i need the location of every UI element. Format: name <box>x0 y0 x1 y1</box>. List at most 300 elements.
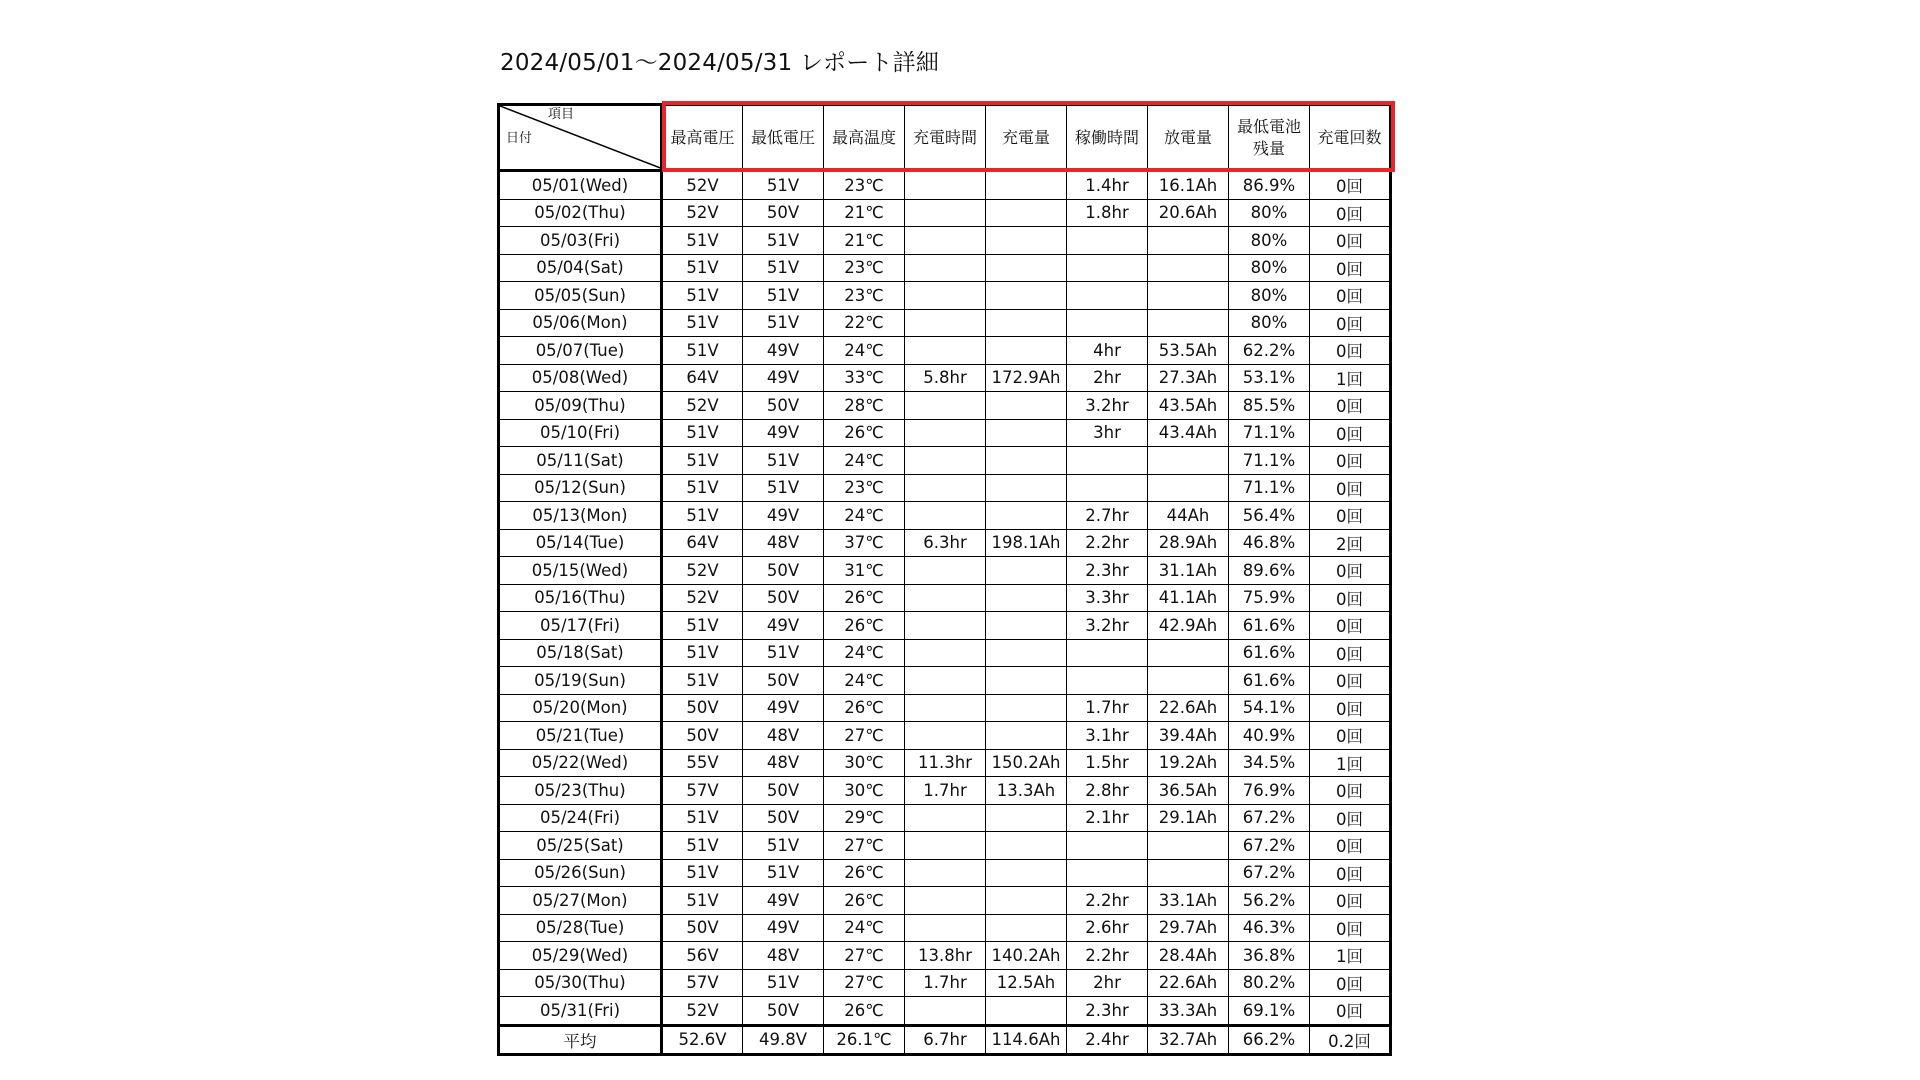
charge-count-cell: 0回 <box>1310 832 1391 860</box>
table-row <box>499 227 1391 255</box>
charge-time-cell: 1.7hr <box>905 777 986 805</box>
charge-amount-cell <box>986 584 1067 612</box>
operating-time-cell: 2.2hr <box>1067 942 1148 970</box>
charge-amount-cell <box>986 502 1067 530</box>
charge-time-cell <box>905 694 986 722</box>
max-voltage-cell: 51V <box>662 419 743 447</box>
charge-amount-cell <box>986 997 1067 1026</box>
discharge-amount-cell: 20.6Ah <box>1148 199 1229 227</box>
charge-time-cell <box>905 859 986 887</box>
min-voltage-cell: 48V <box>743 722 824 750</box>
table-row <box>499 777 1391 805</box>
operating-time-cell: 2.6hr <box>1067 914 1148 942</box>
charge-amount-cell <box>986 392 1067 420</box>
charge-count-cell: 0回 <box>1310 254 1391 282</box>
min-voltage-cell: 51V <box>743 639 824 667</box>
date-cell: 05/11(Sat) <box>499 447 662 475</box>
charge-amount-cell <box>986 337 1067 365</box>
charge-count-cell: 0回 <box>1310 639 1391 667</box>
charge-time-cell: 1.7hr <box>905 969 986 997</box>
min-voltage-cell: 51V <box>743 227 824 255</box>
max-temp-cell: 24℃ <box>824 639 905 667</box>
max-temp-cell: 27℃ <box>824 969 905 997</box>
header-charge-count: 充電回数 <box>1310 105 1391 171</box>
max-temp-cell: 24℃ <box>824 447 905 475</box>
min-battery-cell: 85.5% <box>1229 392 1310 420</box>
discharge-amount-cell: 19.2Ah <box>1148 749 1229 777</box>
charge-time-cell <box>905 639 986 667</box>
date-cell: 05/27(Mon) <box>499 887 662 915</box>
min-voltage-cell: 48V <box>743 529 824 557</box>
discharge-amount-cell <box>1148 227 1229 255</box>
date-cell: 05/17(Fri) <box>499 612 662 640</box>
max-voltage-cell: 64V <box>662 364 743 392</box>
discharge-amount-cell <box>1148 282 1229 310</box>
discharge-amount-cell: 33.1Ah <box>1148 887 1229 915</box>
discharge-amount-cell: 22.6Ah <box>1148 694 1229 722</box>
min-battery-cell: 71.1% <box>1229 419 1310 447</box>
min-voltage-cell: 51V <box>743 254 824 282</box>
charge-time-cell <box>905 474 986 502</box>
average-cell: 26.1℃ <box>824 1025 905 1054</box>
min-battery-cell: 54.1% <box>1229 694 1310 722</box>
average-cell: 52.6V <box>662 1025 743 1054</box>
min-voltage-cell: 49V <box>743 887 824 915</box>
date-cell: 05/02(Thu) <box>499 199 662 227</box>
charge-amount-cell <box>986 199 1067 227</box>
operating-time-cell: 1.8hr <box>1067 199 1148 227</box>
charge-amount-cell <box>986 612 1067 640</box>
charge-time-cell: 11.3hr <box>905 749 986 777</box>
date-cell: 05/09(Thu) <box>499 392 662 420</box>
charge-count-cell: 0回 <box>1310 859 1391 887</box>
operating-time-cell <box>1067 309 1148 337</box>
charge-count-cell: 0回 <box>1310 392 1391 420</box>
date-cell: 05/14(Tue) <box>499 529 662 557</box>
max-voltage-cell: 55V <box>662 749 743 777</box>
min-battery-cell: 36.8% <box>1229 942 1310 970</box>
charge-time-cell <box>905 667 986 695</box>
max-temp-cell: 26℃ <box>824 997 905 1026</box>
discharge-amount-cell: 43.4Ah <box>1148 419 1229 447</box>
charge-amount-cell <box>986 667 1067 695</box>
max-temp-cell: 26℃ <box>824 419 905 447</box>
charge-count-cell: 0回 <box>1310 557 1391 585</box>
charge-count-cell: 0回 <box>1310 419 1391 447</box>
discharge-amount-cell: 43.5Ah <box>1148 392 1229 420</box>
date-cell: 05/23(Thu) <box>499 777 662 805</box>
corner-item-label: 項目 <box>548 107 575 122</box>
table-row <box>499 832 1391 860</box>
charge-count-cell: 0回 <box>1310 804 1391 832</box>
charge-count-cell: 0回 <box>1310 694 1391 722</box>
min-battery-cell: 80% <box>1229 227 1310 255</box>
average-cell: 32.7Ah <box>1148 1025 1229 1054</box>
date-cell: 05/28(Tue) <box>499 914 662 942</box>
max-voltage-cell: 51V <box>662 447 743 475</box>
charge-time-cell <box>905 337 986 365</box>
charge-count-cell: 1回 <box>1310 749 1391 777</box>
table-row <box>499 309 1391 337</box>
max-voltage-cell: 51V <box>662 502 743 530</box>
min-battery-cell: 80% <box>1229 309 1310 337</box>
discharge-amount-cell <box>1148 832 1229 860</box>
charge-count-cell: 0回 <box>1310 337 1391 365</box>
min-battery-cell: 80% <box>1229 282 1310 310</box>
max-temp-cell: 30℃ <box>824 749 905 777</box>
operating-time-cell <box>1067 254 1148 282</box>
min-battery-cell: 46.3% <box>1229 914 1310 942</box>
max-voltage-cell: 52V <box>662 199 743 227</box>
charge-count-cell: 0回 <box>1310 777 1391 805</box>
charge-amount-cell <box>986 914 1067 942</box>
date-cell: 05/18(Sat) <box>499 639 662 667</box>
min-battery-cell: 53.1% <box>1229 364 1310 392</box>
operating-time-cell <box>1067 282 1148 310</box>
max-voltage-cell: 52V <box>662 557 743 585</box>
max-voltage-cell: 56V <box>662 942 743 970</box>
operating-time-cell <box>1067 667 1148 695</box>
charge-time-cell <box>905 502 986 530</box>
max-temp-cell: 37℃ <box>824 529 905 557</box>
average-row <box>499 1025 1391 1054</box>
max-temp-cell: 23℃ <box>824 254 905 282</box>
discharge-amount-cell <box>1148 254 1229 282</box>
operating-time-cell <box>1067 447 1148 475</box>
discharge-amount-cell: 31.1Ah <box>1148 557 1229 585</box>
header-row <box>499 105 1391 171</box>
min-voltage-cell: 49V <box>743 419 824 447</box>
min-voltage-cell: 50V <box>743 557 824 585</box>
charge-amount-cell <box>986 309 1067 337</box>
date-cell: 05/07(Tue) <box>499 337 662 365</box>
min-battery-cell: 61.6% <box>1229 667 1310 695</box>
charge-time-cell <box>905 254 986 282</box>
min-voltage-cell: 51V <box>743 832 824 860</box>
operating-time-cell: 2.2hr <box>1067 529 1148 557</box>
date-cell: 05/12(Sun) <box>499 474 662 502</box>
date-cell: 05/30(Thu) <box>499 969 662 997</box>
charge-count-cell: 0回 <box>1310 969 1391 997</box>
discharge-amount-cell: 27.3Ah <box>1148 364 1229 392</box>
charge-time-cell <box>905 447 986 475</box>
table-row <box>499 199 1391 227</box>
min-battery-cell: 69.1% <box>1229 997 1310 1026</box>
date-cell: 05/20(Mon) <box>499 694 662 722</box>
discharge-amount-cell: 41.1Ah <box>1148 584 1229 612</box>
operating-time-cell: 2.7hr <box>1067 502 1148 530</box>
max-temp-cell: 27℃ <box>824 832 905 860</box>
max-temp-cell: 26℃ <box>824 887 905 915</box>
min-voltage-cell: 50V <box>743 584 824 612</box>
table-row <box>499 254 1391 282</box>
charge-count-cell: 0回 <box>1310 997 1391 1026</box>
operating-time-cell: 4hr <box>1067 337 1148 365</box>
charge-time-cell <box>905 722 986 750</box>
max-temp-cell: 26℃ <box>824 584 905 612</box>
max-temp-cell: 26℃ <box>824 859 905 887</box>
table-footer <box>499 1025 1391 1054</box>
min-voltage-cell: 50V <box>743 667 824 695</box>
min-voltage-cell: 48V <box>743 749 824 777</box>
min-voltage-cell: 49V <box>743 612 824 640</box>
min-battery-cell: 86.9% <box>1229 171 1310 200</box>
operating-time-cell: 2.8hr <box>1067 777 1148 805</box>
table-row <box>499 887 1391 915</box>
date-cell: 05/06(Mon) <box>499 309 662 337</box>
operating-time-cell: 1.4hr <box>1067 171 1148 200</box>
discharge-amount-cell: 16.1Ah <box>1148 171 1229 200</box>
min-battery-cell: 67.2% <box>1229 804 1310 832</box>
min-battery-cell: 80% <box>1229 254 1310 282</box>
max-voltage-cell: 50V <box>662 694 743 722</box>
min-battery-cell: 46.8% <box>1229 529 1310 557</box>
max-voltage-cell: 51V <box>662 887 743 915</box>
date-cell: 05/25(Sat) <box>499 832 662 860</box>
date-cell: 05/08(Wed) <box>499 364 662 392</box>
table-row <box>499 282 1391 310</box>
charge-count-cell: 0回 <box>1310 309 1391 337</box>
table-row <box>499 914 1391 942</box>
max-temp-cell: 26℃ <box>824 694 905 722</box>
date-cell: 05/31(Fri) <box>499 997 662 1026</box>
operating-time-cell: 1.5hr <box>1067 749 1148 777</box>
operating-time-cell: 3hr <box>1067 419 1148 447</box>
date-cell: 05/03(Fri) <box>499 227 662 255</box>
min-voltage-cell: 50V <box>743 804 824 832</box>
charge-amount-cell <box>986 474 1067 502</box>
max-voltage-cell: 51V <box>662 859 743 887</box>
max-temp-cell: 33℃ <box>824 364 905 392</box>
charge-count-cell: 1回 <box>1310 364 1391 392</box>
max-temp-cell: 21℃ <box>824 199 905 227</box>
table-row <box>499 612 1391 640</box>
max-voltage-cell: 51V <box>662 667 743 695</box>
table-body <box>499 171 1391 1026</box>
header-charge-time: 充電時間 <box>905 105 986 171</box>
charge-amount-cell <box>986 639 1067 667</box>
report-table <box>497 103 1392 1056</box>
report-title: 2024/05/01～2024/05/31 レポート詳細 <box>500 50 940 76</box>
table-row <box>499 392 1391 420</box>
charge-amount-cell <box>986 171 1067 200</box>
charge-count-cell: 0回 <box>1310 474 1391 502</box>
charge-amount-cell <box>986 832 1067 860</box>
max-voltage-cell: 51V <box>662 612 743 640</box>
min-battery-cell: 62.2% <box>1229 337 1310 365</box>
max-voltage-cell: 51V <box>662 309 743 337</box>
charge-amount-cell: 12.5Ah <box>986 969 1067 997</box>
min-voltage-cell: 50V <box>743 392 824 420</box>
header-operating-time: 稼働時間 <box>1067 105 1148 171</box>
max-voltage-cell: 51V <box>662 832 743 860</box>
table-row <box>499 639 1391 667</box>
table-row <box>499 584 1391 612</box>
discharge-amount-cell: 33.3Ah <box>1148 997 1229 1026</box>
charge-amount-cell <box>986 887 1067 915</box>
operating-time-cell: 2.2hr <box>1067 887 1148 915</box>
min-battery-cell: 89.6% <box>1229 557 1310 585</box>
table-row <box>499 942 1391 970</box>
charge-count-cell: 0回 <box>1310 282 1391 310</box>
max-temp-cell: 30℃ <box>824 777 905 805</box>
max-temp-cell: 27℃ <box>824 942 905 970</box>
operating-time-cell <box>1067 859 1148 887</box>
charge-time-cell <box>905 832 986 860</box>
charge-amount-cell: 150.2Ah <box>986 749 1067 777</box>
header-charge-amount: 充電量 <box>986 105 1067 171</box>
operating-time-cell: 2hr <box>1067 364 1148 392</box>
min-voltage-cell: 51V <box>743 859 824 887</box>
charge-time-cell <box>905 227 986 255</box>
max-temp-cell: 23℃ <box>824 474 905 502</box>
max-temp-cell: 24℃ <box>824 667 905 695</box>
table-row <box>499 474 1391 502</box>
table-row <box>499 529 1391 557</box>
min-battery-cell: 40.9% <box>1229 722 1310 750</box>
table-row <box>499 969 1391 997</box>
max-temp-cell: 22℃ <box>824 309 905 337</box>
charge-count-cell: 1回 <box>1310 942 1391 970</box>
max-voltage-cell: 51V <box>662 227 743 255</box>
operating-time-cell: 3.2hr <box>1067 612 1148 640</box>
header-min-battery-line1: 最低電池 <box>1236 116 1301 136</box>
report-table-wrapper <box>497 103 1392 1056</box>
table-row <box>499 722 1391 750</box>
date-cell: 05/05(Sun) <box>499 282 662 310</box>
max-voltage-cell: 50V <box>662 914 743 942</box>
charge-amount-cell <box>986 282 1067 310</box>
max-temp-cell: 27℃ <box>824 722 905 750</box>
min-voltage-cell: 49V <box>743 337 824 365</box>
table-row <box>499 364 1391 392</box>
operating-time-cell <box>1067 832 1148 860</box>
table-row <box>499 557 1391 585</box>
min-battery-cell: 56.4% <box>1229 502 1310 530</box>
discharge-amount-cell: 53.5Ah <box>1148 337 1229 365</box>
charge-amount-cell <box>986 447 1067 475</box>
max-temp-cell: 24℃ <box>824 914 905 942</box>
min-battery-cell: 34.5% <box>1229 749 1310 777</box>
max-voltage-cell: 51V <box>662 254 743 282</box>
header-min-voltage: 最低電圧 <box>743 105 824 171</box>
date-cell: 05/21(Tue) <box>499 722 662 750</box>
max-voltage-cell: 52V <box>662 171 743 200</box>
min-battery-cell: 61.6% <box>1229 612 1310 640</box>
max-voltage-cell: 52V <box>662 392 743 420</box>
operating-time-cell <box>1067 474 1148 502</box>
operating-time-cell: 2.3hr <box>1067 557 1148 585</box>
discharge-amount-cell <box>1148 859 1229 887</box>
charge-time-cell <box>905 392 986 420</box>
header-max-voltage: 最高電圧 <box>662 105 743 171</box>
discharge-amount-cell: 28.9Ah <box>1148 529 1229 557</box>
charge-amount-cell: 140.2Ah <box>986 942 1067 970</box>
min-voltage-cell: 49V <box>743 364 824 392</box>
discharge-amount-cell <box>1148 447 1229 475</box>
table-row <box>499 694 1391 722</box>
charge-amount-cell <box>986 227 1067 255</box>
max-temp-cell: 24℃ <box>824 502 905 530</box>
min-voltage-cell: 50V <box>743 997 824 1026</box>
min-battery-cell: 76.9% <box>1229 777 1310 805</box>
min-battery-cell: 67.2% <box>1229 859 1310 887</box>
charge-time-cell: 6.3hr <box>905 529 986 557</box>
min-voltage-cell: 51V <box>743 969 824 997</box>
min-voltage-cell: 49V <box>743 914 824 942</box>
charge-time-cell <box>905 419 986 447</box>
charge-count-cell: 0回 <box>1310 722 1391 750</box>
charge-time-cell <box>905 199 986 227</box>
operating-time-cell <box>1067 227 1148 255</box>
charge-amount-cell <box>986 722 1067 750</box>
charge-amount-cell <box>986 694 1067 722</box>
min-voltage-cell: 50V <box>743 777 824 805</box>
max-voltage-cell: 50V <box>662 722 743 750</box>
table-row <box>499 859 1391 887</box>
table-row <box>499 171 1391 200</box>
max-voltage-cell: 51V <box>662 474 743 502</box>
table-row <box>499 337 1391 365</box>
max-temp-cell: 23℃ <box>824 282 905 310</box>
max-voltage-cell: 51V <box>662 282 743 310</box>
min-battery-cell: 80% <box>1229 199 1310 227</box>
max-voltage-cell: 52V <box>662 997 743 1026</box>
charge-time-cell <box>905 171 986 200</box>
max-voltage-cell: 51V <box>662 804 743 832</box>
min-voltage-cell: 51V <box>743 447 824 475</box>
date-cell: 05/16(Thu) <box>499 584 662 612</box>
max-temp-cell: 28℃ <box>824 392 905 420</box>
discharge-amount-cell <box>1148 667 1229 695</box>
max-voltage-cell: 52V <box>662 584 743 612</box>
min-voltage-cell: 51V <box>743 474 824 502</box>
date-cell: 05/19(Sun) <box>499 667 662 695</box>
charge-amount-cell: 198.1Ah <box>986 529 1067 557</box>
min-voltage-cell: 49V <box>743 502 824 530</box>
operating-time-cell: 3.1hr <box>1067 722 1148 750</box>
table-row <box>499 997 1391 1026</box>
max-voltage-cell: 51V <box>662 639 743 667</box>
charge-count-cell: 0回 <box>1310 667 1391 695</box>
charge-time-cell: 13.8hr <box>905 942 986 970</box>
date-cell: 05/22(Wed) <box>499 749 662 777</box>
date-cell: 05/29(Wed) <box>499 942 662 970</box>
header-min-battery-line2: 残量 <box>1252 138 1285 158</box>
discharge-amount-cell: 28.4Ah <box>1148 942 1229 970</box>
table-row <box>499 447 1391 475</box>
charge-amount-cell: 172.9Ah <box>986 364 1067 392</box>
charge-count-cell: 0回 <box>1310 171 1391 200</box>
table-row <box>499 804 1391 832</box>
max-voltage-cell: 57V <box>662 969 743 997</box>
min-battery-cell: 56.2% <box>1229 887 1310 915</box>
operating-time-cell: 1.7hr <box>1067 694 1148 722</box>
max-temp-cell: 26℃ <box>824 612 905 640</box>
discharge-amount-cell: 42.9Ah <box>1148 612 1229 640</box>
operating-time-cell: 2hr <box>1067 969 1148 997</box>
min-voltage-cell: 51V <box>743 309 824 337</box>
max-voltage-cell: 57V <box>662 777 743 805</box>
table-row <box>499 749 1391 777</box>
operating-time-cell <box>1067 639 1148 667</box>
charge-time-cell: 5.8hr <box>905 364 986 392</box>
charge-amount-cell <box>986 557 1067 585</box>
average-cell: 114.6Ah <box>986 1025 1067 1054</box>
charge-time-cell <box>905 309 986 337</box>
discharge-amount-cell: 39.4Ah <box>1148 722 1229 750</box>
charge-count-cell: 0回 <box>1310 199 1391 227</box>
